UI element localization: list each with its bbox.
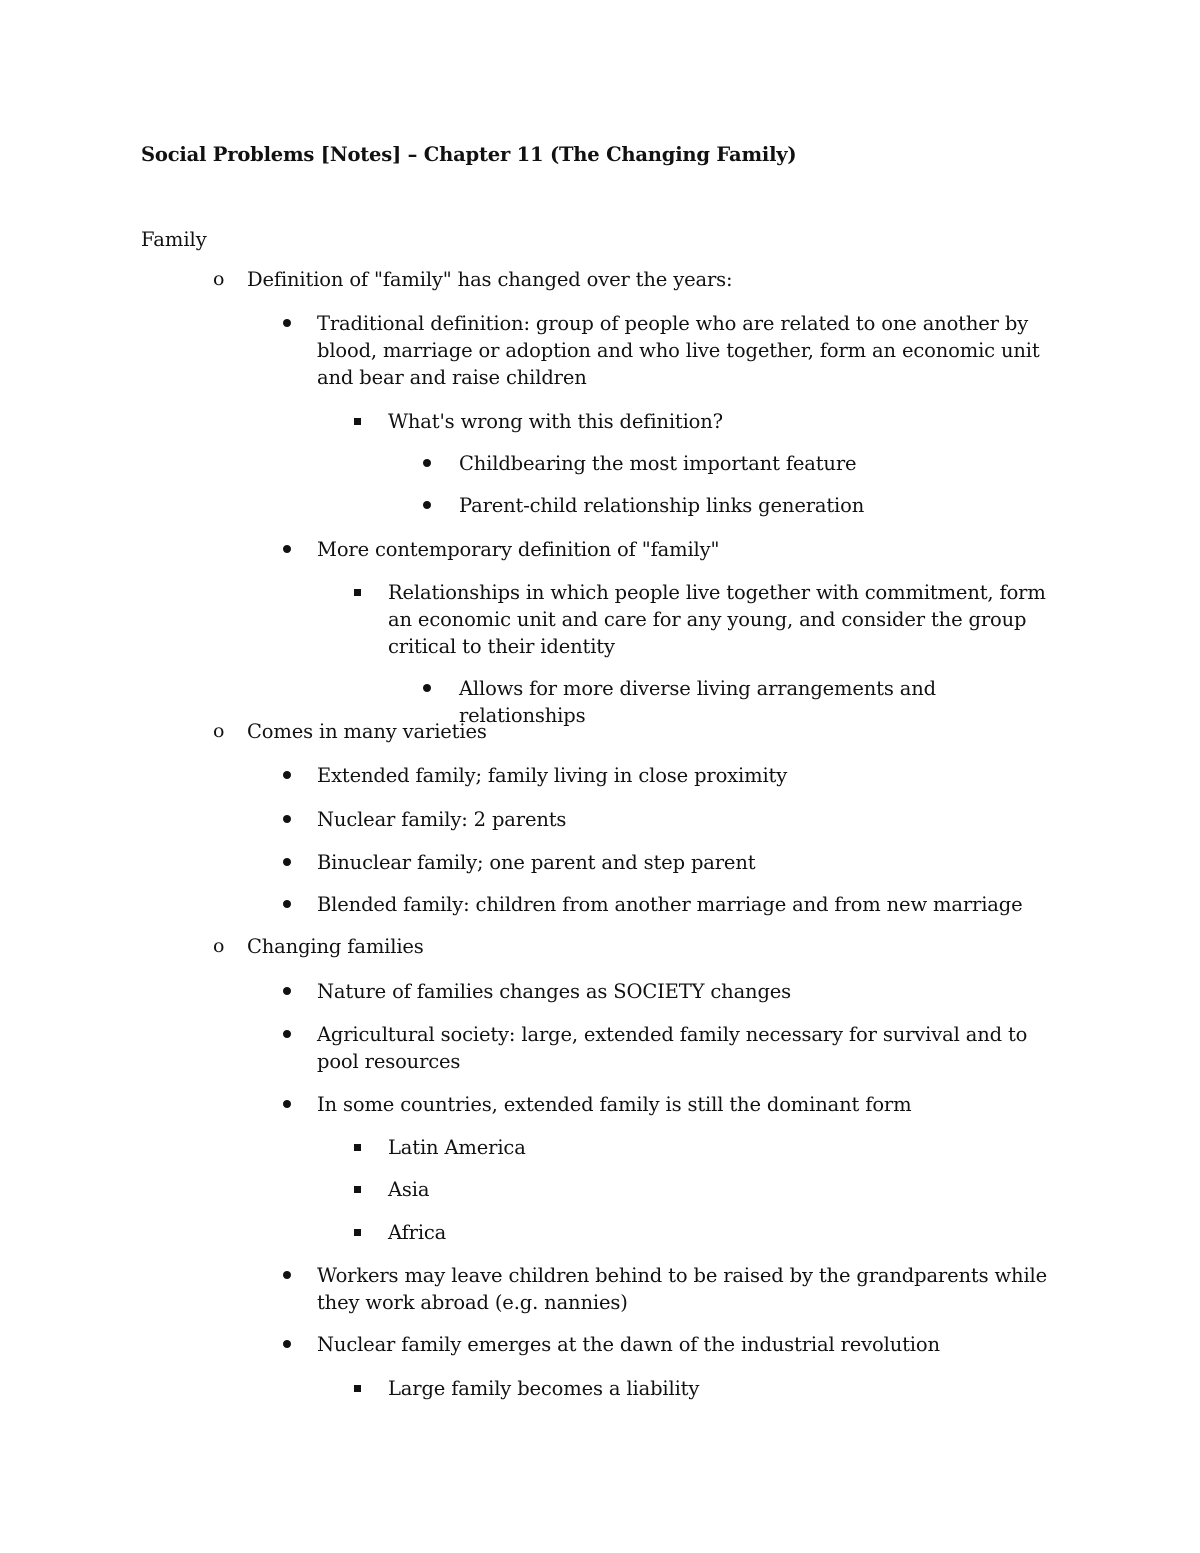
disc-bullet-icon: [283, 1100, 291, 1108]
outline-item: [317, 1021, 1062, 1075]
circle-bullet-icon: o: [213, 935, 225, 957]
outline-item-text: Traditional definition: group of people who are related to one another by blood, marriage or adoption and who live together, form an economic unit and bear and raise children: [317, 312, 1040, 389]
outline-item: [459, 492, 1062, 519]
circle-bullet-icon: o: [213, 268, 225, 290]
disc-bullet-icon: [423, 501, 431, 509]
disc-bullet-icon: [283, 545, 291, 553]
outline-item: [317, 849, 1062, 876]
outline-item-text: Comes in many varieties: [247, 720, 487, 743]
disc-bullet-icon: [423, 684, 431, 692]
disc-bullet-icon: [283, 1030, 291, 1038]
square-bullet-icon: [354, 418, 361, 425]
outline-item-text: Parent-child relationship links generation: [459, 494, 865, 517]
outline-item-text: Allows for more diverse living arrangements and relationships: [459, 677, 936, 727]
outline-item: [388, 579, 1062, 660]
outline-item-text: Childbearing the most important feature: [459, 452, 857, 475]
outline-item: [317, 978, 1062, 1005]
outline-item: [388, 1176, 1062, 1203]
disc-bullet-icon: [423, 459, 431, 467]
outline-item: [317, 1091, 1062, 1118]
disc-bullet-icon: [283, 815, 291, 823]
outline-item: [317, 1262, 1062, 1316]
outline-item: [317, 806, 1062, 833]
outline-item: [388, 1134, 1062, 1161]
outline-item-text: Asia: [388, 1178, 430, 1201]
outline-item-text: Africa: [388, 1221, 447, 1244]
outline-item-text: In some countries, extended family is still the dominant form: [317, 1093, 912, 1116]
outline-item-text: Nuclear family: 2 parents: [317, 808, 567, 831]
outline-item-text: Large family becomes a liability: [388, 1377, 700, 1400]
outline-item-text: Latin America: [388, 1136, 526, 1159]
outline-item: [317, 1331, 1062, 1358]
circle-bullet-icon: o: [213, 720, 225, 742]
outline-item: [459, 450, 1062, 477]
outline-item: [213, 933, 1062, 960]
outline-item-text: Relationships in which people live together with commitment, form an economic unit and care for any young, and consider the group critical to their identity: [388, 581, 1046, 658]
outline-item: [317, 310, 1062, 391]
outline-item-text: Changing families: [247, 935, 424, 958]
outline-item-text: Workers may leave children behind to be raised by the grandparents while they work abroad (e.g. nannies): [317, 1264, 1048, 1314]
outline-item: [388, 1375, 1062, 1402]
disc-bullet-icon: [283, 771, 291, 779]
outline-item-text: What's wrong with this definition?: [388, 410, 723, 433]
outline-item-text: Extended family; family living in close proximity: [317, 764, 788, 787]
outline-item-text: Nuclear family emerges at the dawn of the industrial revolution: [317, 1333, 940, 1356]
document-title: Social Problems [Notes] – Chapter 11 (The Changing Family): [141, 143, 797, 166]
disc-bullet-icon: [283, 319, 291, 327]
disc-bullet-icon: [283, 1340, 291, 1348]
outline-item: [213, 718, 1062, 745]
section-heading: Family: [141, 228, 207, 251]
outline-item: [317, 536, 1062, 563]
square-bullet-icon: [354, 1229, 361, 1236]
disc-bullet-icon: [283, 987, 291, 995]
square-bullet-icon: [354, 1385, 361, 1392]
disc-bullet-icon: [283, 858, 291, 866]
square-bullet-icon: [354, 589, 361, 596]
disc-bullet-icon: [283, 900, 291, 908]
outline-item: [317, 891, 1062, 918]
outline-item-text: Binuclear family; one parent and step parent: [317, 851, 756, 874]
outline-item-text: Nature of families changes as SOCIETY changes: [317, 980, 792, 1003]
square-bullet-icon: [354, 1144, 361, 1151]
outline-item: [317, 762, 1062, 789]
outline-item: [213, 266, 1062, 293]
outline-item-text: More contemporary definition of "family": [317, 538, 720, 561]
outline-item-text: Definition of "family" has changed over the years:: [247, 268, 733, 291]
outline-item: [388, 408, 1062, 435]
outline-item-text: Blended family: children from another marriage and from new marriage: [317, 893, 1023, 916]
disc-bullet-icon: [283, 1271, 291, 1279]
square-bullet-icon: [354, 1186, 361, 1193]
outline-item: [388, 1219, 1062, 1246]
outline-item-text: Agricultural society: large, extended family necessary for survival and to pool resources: [317, 1023, 1028, 1073]
